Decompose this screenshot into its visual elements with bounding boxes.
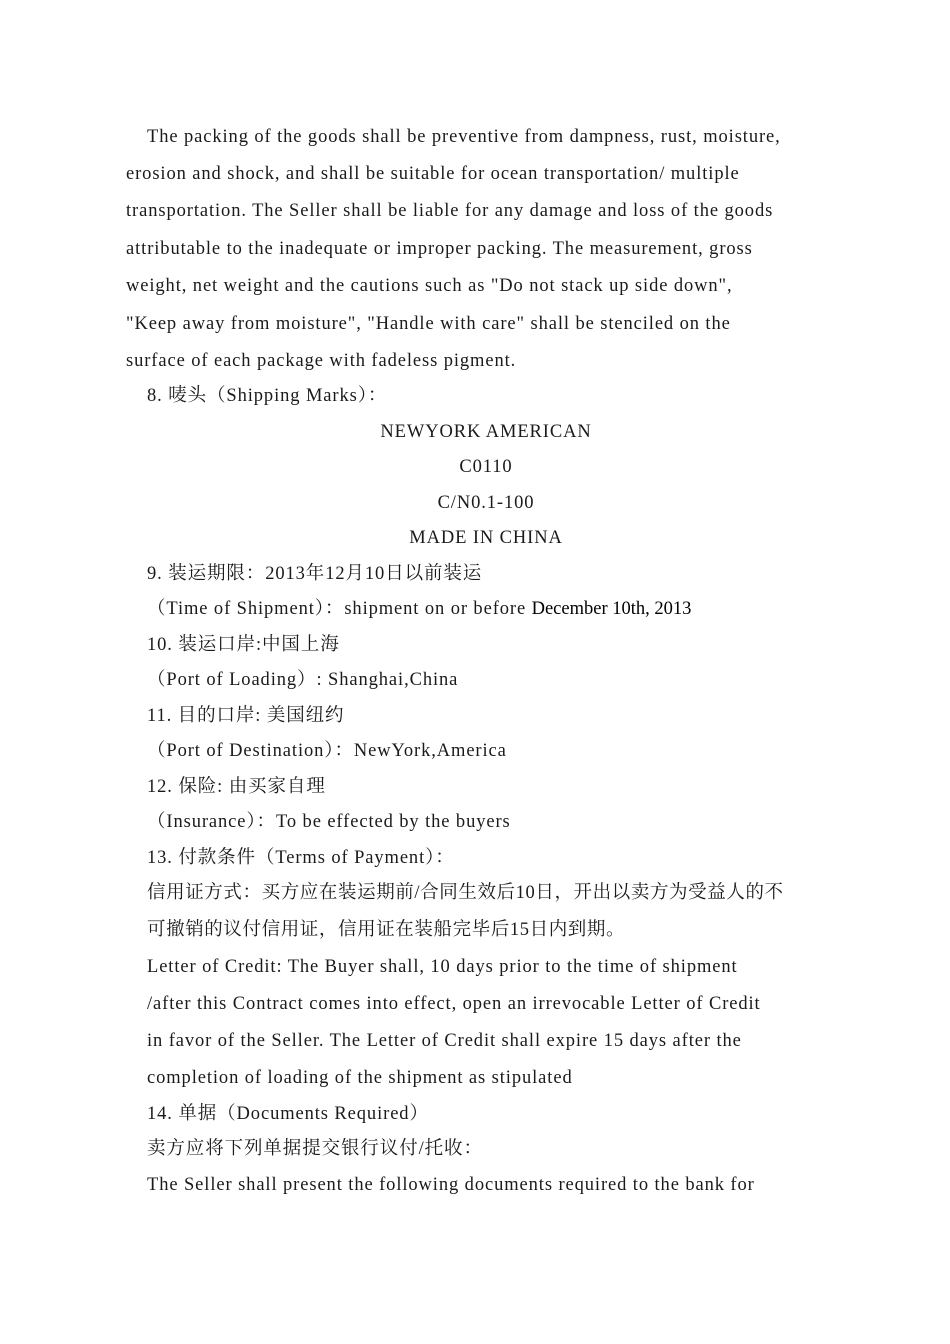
packing-line-7: surface of each package with fadeless pigment. xyxy=(126,351,517,371)
shipping-mark-line: NEWYORK AMERICAN xyxy=(380,422,592,442)
documents-english-line: The Seller shall present the following documents required to the bank for xyxy=(147,1175,755,1195)
payment-english-line-2: /after this Contract comes into effect, open an irrevocable Letter of Credit xyxy=(147,994,761,1014)
shipment-date: December 10th, 2013 xyxy=(531,599,692,619)
payment-english-line-4: completion of loading of the shipment as stipulated xyxy=(147,1068,573,1088)
packing-line-2: erosion and shock, and shall be suitable for ocean transportation/ multiple xyxy=(126,164,740,184)
port-of-loading-heading: 10. 装运口岸:中国上海 xyxy=(147,635,340,655)
packing-line-3: transportation. The Seller shall be liable for any damage and loss of the goods xyxy=(126,201,774,221)
documents-required-heading: 14. 单据（Documents Required） xyxy=(147,1104,429,1124)
port-of-loading-detail: （Port of Loading）: Shanghai,China xyxy=(147,670,459,690)
payment-english-line-1: Letter of Credit: The Buyer shall, 10 days prior to the time of shipment xyxy=(147,957,738,977)
shipping-marks-heading: 8. 唛头（Shipping Marks）： xyxy=(147,386,388,406)
packing-line-5: weight, net weight and the cautions such as "Do not stack up side down", xyxy=(126,276,733,296)
payment-chinese-line-2: 可撤销的议付信用证，信用证在装船完毕后15日内到期。 xyxy=(147,920,626,940)
documents-chinese-line: 卖方应将下列单据提交银行议付/托收： xyxy=(147,1139,483,1159)
port-of-destination-heading: 11. 目的口岸: 美国纽约 xyxy=(147,706,345,726)
terms-of-payment-heading: 13. 付款条件（Terms of Payment）： xyxy=(147,848,455,868)
shipping-mark-line: MADE IN CHINA xyxy=(409,528,563,548)
packing-line-4: attributable to the inadequate or improper packing. The measurement, gross xyxy=(126,239,753,259)
port-of-destination-detail: （Port of Destination）：NewYork,America xyxy=(147,741,507,761)
time-of-shipment-label: （Time of Shipment）：shipment on or before xyxy=(147,599,532,619)
packing-line-6: "Keep away from moisture", "Handle with care" shall be stenciled on the xyxy=(126,314,731,334)
payment-english-line-3: in favor of the Seller. The Letter of Credit shall expire 15 days after the xyxy=(147,1031,742,1051)
shipping-mark-line: C0110 xyxy=(459,457,513,477)
time-of-shipment-heading: 9. 装运期限：2013年12月10日以前装运 xyxy=(147,564,483,584)
packing-line-1: The packing of the goods shall be preventive from dampness, rust, moisture, xyxy=(147,127,781,147)
time-of-shipment-detail xyxy=(147,597,691,621)
shipping-mark-line: C/N0.1-100 xyxy=(437,493,535,513)
payment-chinese-line-1: 信用证方式：买方应在装运期前/合同生效后10日，开出以卖方为受益人的不 xyxy=(147,883,784,903)
insurance-detail: （Insurance）：To be effected by the buyers xyxy=(147,812,511,832)
insurance-heading: 12. 保险: 由买家自理 xyxy=(147,777,326,797)
